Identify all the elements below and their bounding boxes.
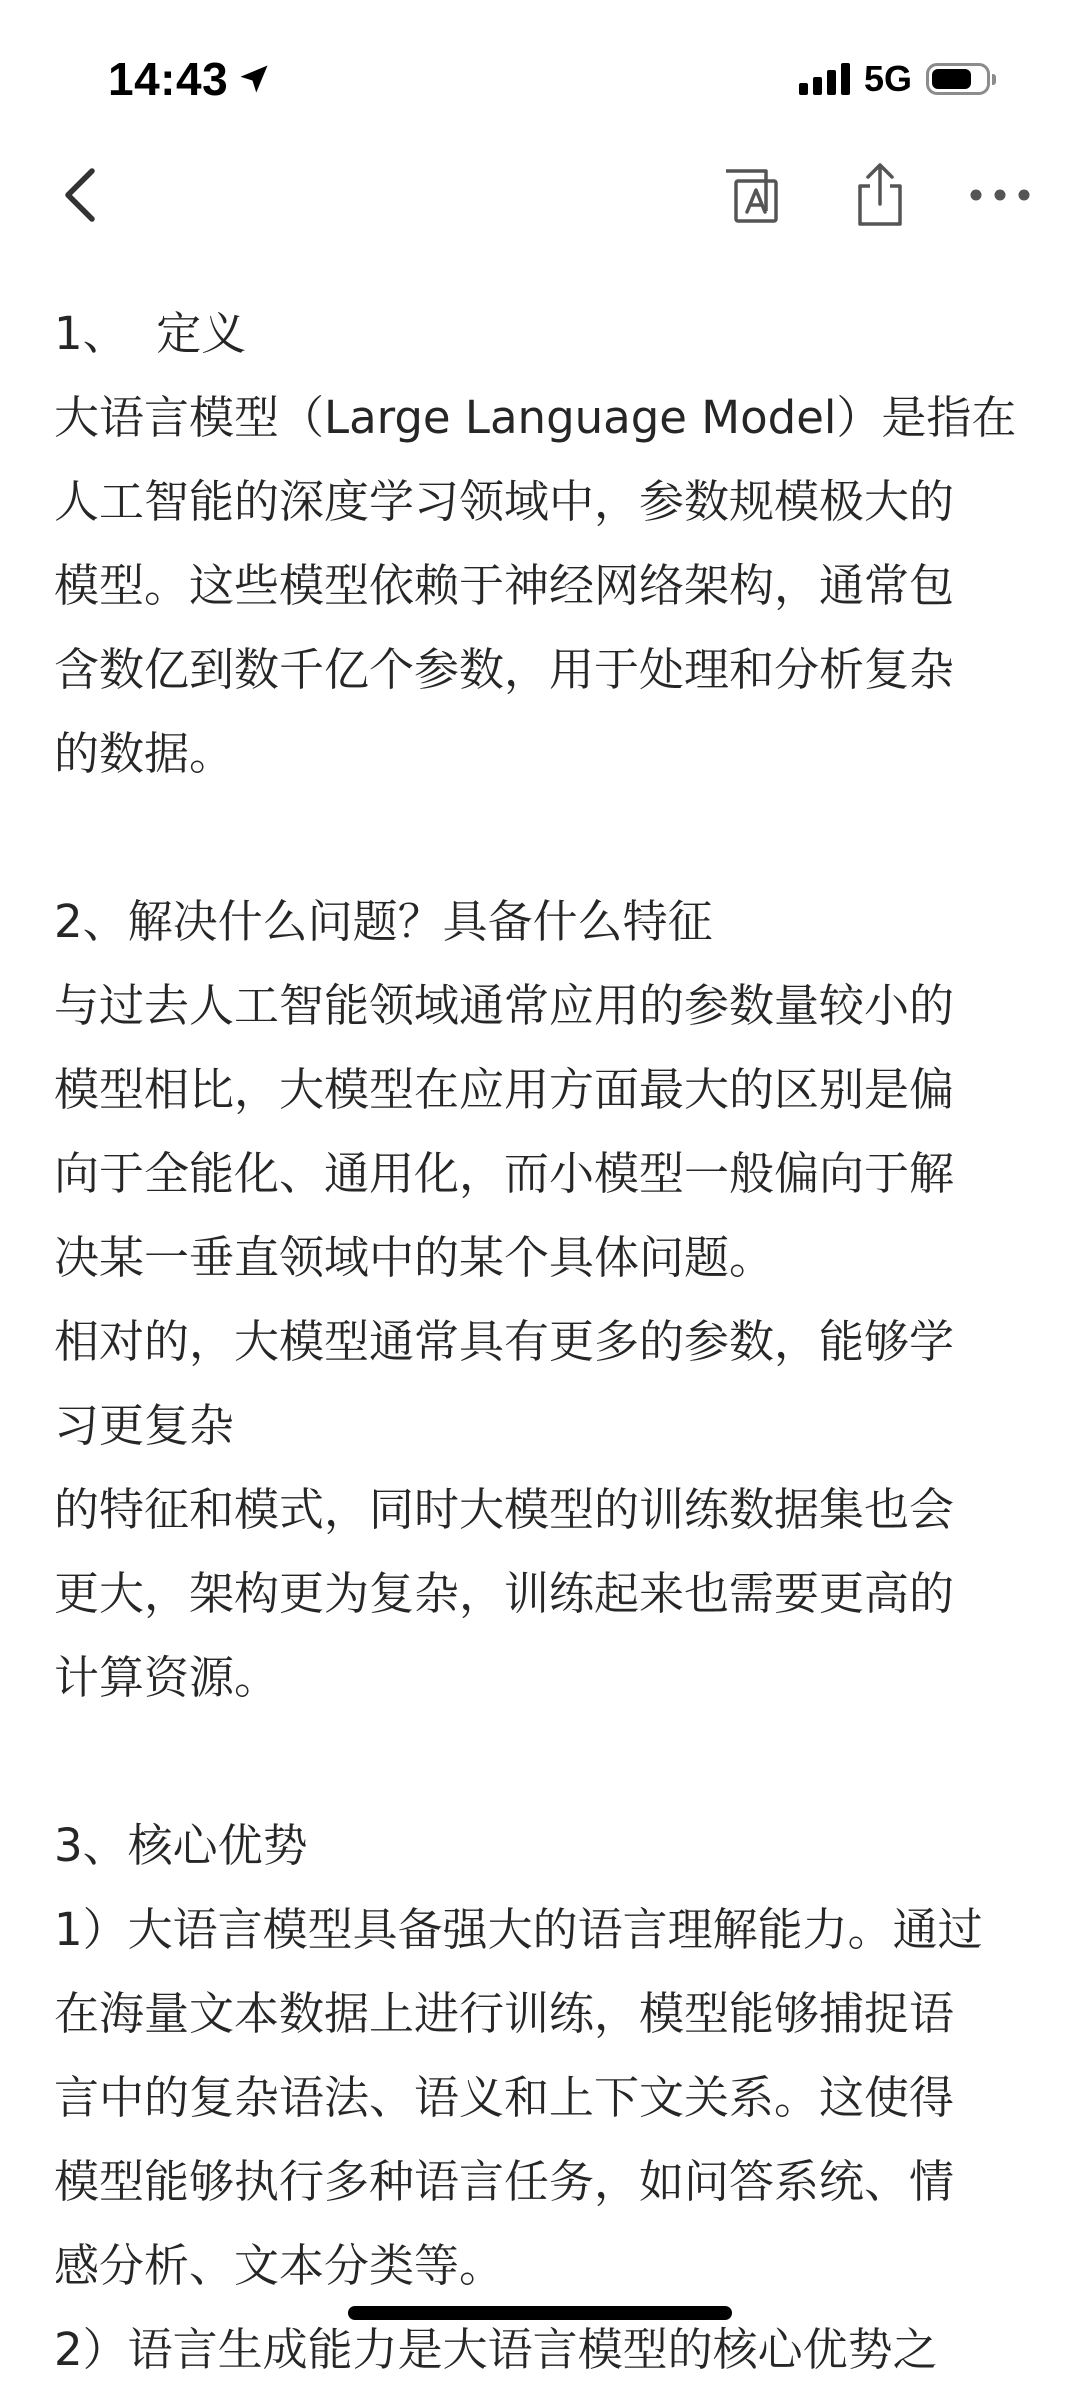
article-line: 大语言模型（Large Language Model）是指在 bbox=[54, 391, 1017, 444]
article-line: 向于全能化、通用化，而小模型一般偏向于解 bbox=[54, 1147, 955, 1200]
article-line: 1、 定义 bbox=[54, 307, 247, 360]
article-line: 2）语言生成能力是大语言模型的核心优势之 bbox=[54, 2323, 938, 2376]
back-button[interactable] bbox=[40, 155, 120, 235]
article-body bbox=[54, 292, 1034, 2392]
status-indicators bbox=[799, 58, 990, 100]
article-line: 决某一垂直领域中的某个具体问题。 bbox=[54, 1231, 775, 1284]
battery-icon bbox=[926, 63, 990, 95]
article-line: 计算资源。 bbox=[54, 1651, 280, 1704]
status-time-text: 14:43 bbox=[108, 53, 229, 105]
article-line: 1）大语言模型具备强大的语言理解能力。通过 bbox=[54, 1903, 983, 1956]
more-button[interactable] bbox=[960, 155, 1040, 235]
article-line: 相对的，大模型通常具有更多的参数，能够学 bbox=[54, 1315, 955, 1368]
article-line: 言中的复杂语法、语义和上下文关系。这使得 bbox=[54, 2071, 955, 2124]
article-line: 3、核心优势 bbox=[54, 1819, 308, 1872]
article-line: 与过去人工智能领域通常应用的参数量较小的 bbox=[54, 979, 955, 1032]
status-bar bbox=[0, 0, 1080, 150]
cellular-signal-icon bbox=[799, 63, 850, 95]
article-line: 2、解决什么问题？具备什么特征 bbox=[54, 895, 713, 948]
home-indicator[interactable] bbox=[348, 2306, 732, 2320]
article-line: 在海量文本数据上进行训练，模型能够捕捉语 bbox=[54, 1987, 955, 2040]
paragraph-gap bbox=[54, 1720, 1034, 1804]
article-line: 感分析、文本分类等。 bbox=[54, 2239, 505, 2292]
translate-icon bbox=[720, 163, 784, 227]
article-line: 更大，架构更为复杂，训练起来也需要更高的 bbox=[54, 1567, 955, 1620]
translate-button[interactable] bbox=[712, 155, 792, 235]
paragraph-gap bbox=[54, 796, 1034, 880]
article-line: 模型。这些模型依赖于神经网络架构，通常包 bbox=[54, 559, 955, 612]
article-line: 的特征和模式，同时大模型的训练数据集也会 bbox=[54, 1483, 955, 1536]
share-button[interactable] bbox=[840, 155, 920, 235]
location-arrow-icon bbox=[236, 61, 272, 97]
article-line: 模型能够执行多种语言任务，如问答系统、情 bbox=[54, 2155, 955, 2208]
status-time bbox=[108, 52, 272, 106]
article-line: 含数亿到数千亿个参数，用于处理和分析复杂 bbox=[54, 643, 955, 696]
more-icon bbox=[968, 185, 1032, 205]
article-line: 人工智能的深度学习领域中，参数规模极大的 bbox=[54, 475, 955, 528]
network-type: 5G bbox=[863, 58, 912, 99]
share-icon bbox=[850, 160, 910, 230]
article-line: 模型相比，大模型在应用方面最大的区别是偏 bbox=[54, 1063, 955, 1116]
battery-level-fill bbox=[932, 69, 971, 89]
article-line: 的数据。 bbox=[54, 727, 235, 780]
chevron-left-icon bbox=[56, 165, 104, 225]
article-line: 习更复杂 bbox=[54, 1399, 235, 1452]
